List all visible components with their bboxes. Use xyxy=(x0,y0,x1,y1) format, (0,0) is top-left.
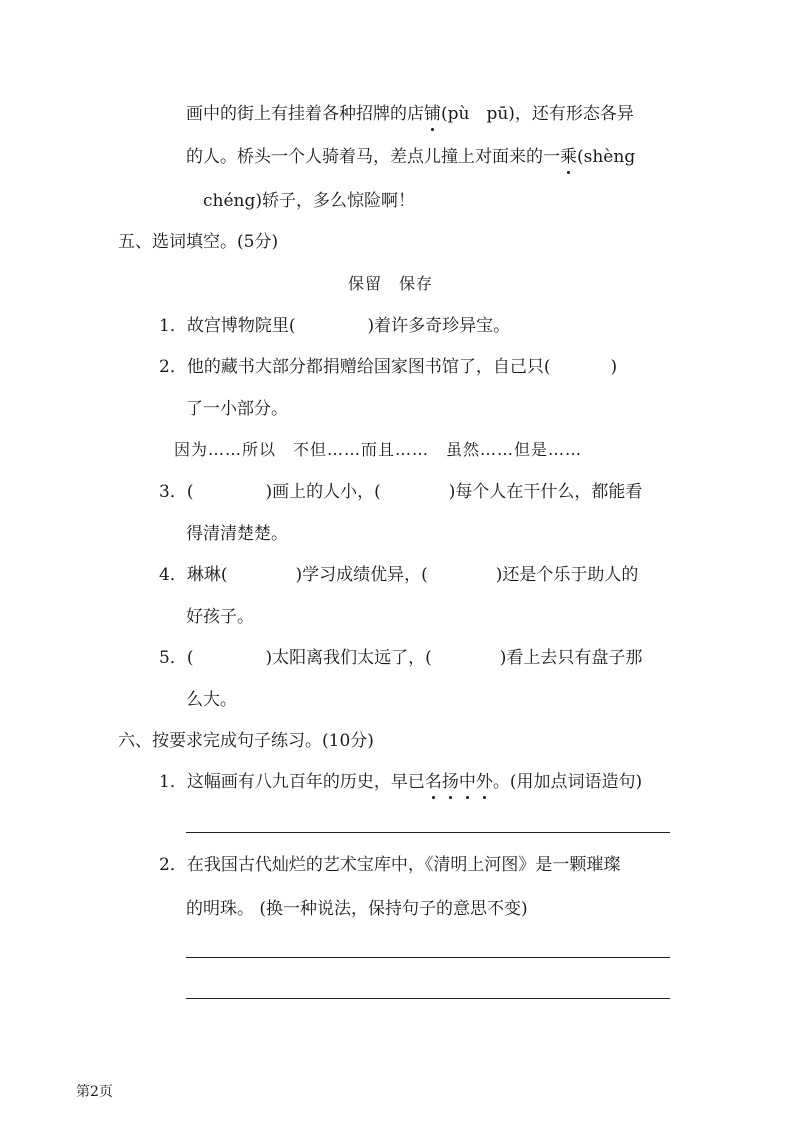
question-number: 5． xyxy=(159,648,187,668)
intro-line-2 xyxy=(186,145,635,169)
dotted-character: 乘 xyxy=(560,147,577,167)
question-number: 2． xyxy=(159,855,187,875)
question-text: )太阳离我们太远了，( xyxy=(265,648,432,668)
page-number: 第2页 xyxy=(76,1084,113,1100)
question-text: 琳琳( xyxy=(186,565,228,585)
question-number: 1． xyxy=(159,772,187,792)
question-6-2 xyxy=(159,853,620,877)
question-6-2-cont: 的明珠。 (换一种说法，保持句子的意思不变) xyxy=(186,899,528,919)
question-6-1 xyxy=(159,770,642,794)
question-text: )还是个乐于助人的 xyxy=(495,565,639,585)
section-6-heading: 六、按要求完成句子练习。(10分) xyxy=(118,731,374,751)
dotted-character: 铺 xyxy=(424,104,441,124)
question-text: 这幅画有八九百年的历史，早已 xyxy=(186,772,425,792)
intro-text: (shèng xyxy=(577,147,636,167)
question-number: 3． xyxy=(159,482,187,502)
question-5-4-cont: 好孩子。 xyxy=(186,607,254,627)
question-5-3 xyxy=(159,480,642,504)
question-text: )每个人在干什么，都能看 xyxy=(448,482,643,502)
question-text: 在我国古代灿烂的艺术宝库中，《清明上河图》是一颗璀璨 xyxy=(186,855,621,875)
question-5-2-cont: 了一小部分。 xyxy=(186,399,288,419)
dotted-character: 扬 xyxy=(441,772,459,792)
dotted-character: 中 xyxy=(458,772,476,792)
intro-line-1 xyxy=(186,102,634,126)
intro-text: 的人。桥头一个人骑着马，差点儿撞上对面来的一 xyxy=(186,147,560,167)
question-number: 4． xyxy=(159,565,187,585)
intro-text: 画中的街上有挂着各种招牌的店 xyxy=(186,104,424,124)
question-text: )学习成绩优异，( xyxy=(295,565,428,585)
question-text: )画上的人小，( xyxy=(265,482,381,502)
question-5-2 xyxy=(159,355,617,379)
question-number: 1． xyxy=(159,316,187,336)
question-number: 2． xyxy=(159,357,187,377)
dotted-character: 名 xyxy=(424,772,442,792)
question-5-5-cont: 么大。 xyxy=(186,690,237,710)
word-bank-1: 保留 保存 xyxy=(348,274,434,293)
question-5-5 xyxy=(159,646,642,670)
question-5-4 xyxy=(159,563,638,587)
question-5-3-cont: 得清清楚楚。 xyxy=(186,524,288,544)
question-text: )着许多奇珍异宝。 xyxy=(367,316,511,336)
question-text: 他的藏书大部分都捐赠给国家图书馆了，自己只( xyxy=(186,357,551,377)
question-text: 。(用加点词语造句) xyxy=(492,772,643,792)
question-text: 故宫博物院里( xyxy=(186,316,296,336)
intro-text: (pù pū)，还有形态各异 xyxy=(441,104,634,124)
intro-line-3: chéng)轿子，多么惊险啊！ xyxy=(203,191,415,211)
question-text: ( xyxy=(186,482,194,502)
dotted-character: 外 xyxy=(475,772,493,792)
question-text: ) xyxy=(610,357,618,377)
answer-line[interactable] xyxy=(186,998,670,999)
answer-line[interactable] xyxy=(186,957,670,958)
section-5-heading: 五、选词填空。(5分) xyxy=(118,232,279,252)
question-5-1 xyxy=(159,314,510,338)
word-bank-2: 因为……所以 不但……而且…… 虽然……但是…… xyxy=(174,440,583,459)
question-text: )看上去只有盘子那 xyxy=(499,648,643,668)
answer-line[interactable] xyxy=(186,832,670,833)
question-text: ( xyxy=(186,648,194,668)
